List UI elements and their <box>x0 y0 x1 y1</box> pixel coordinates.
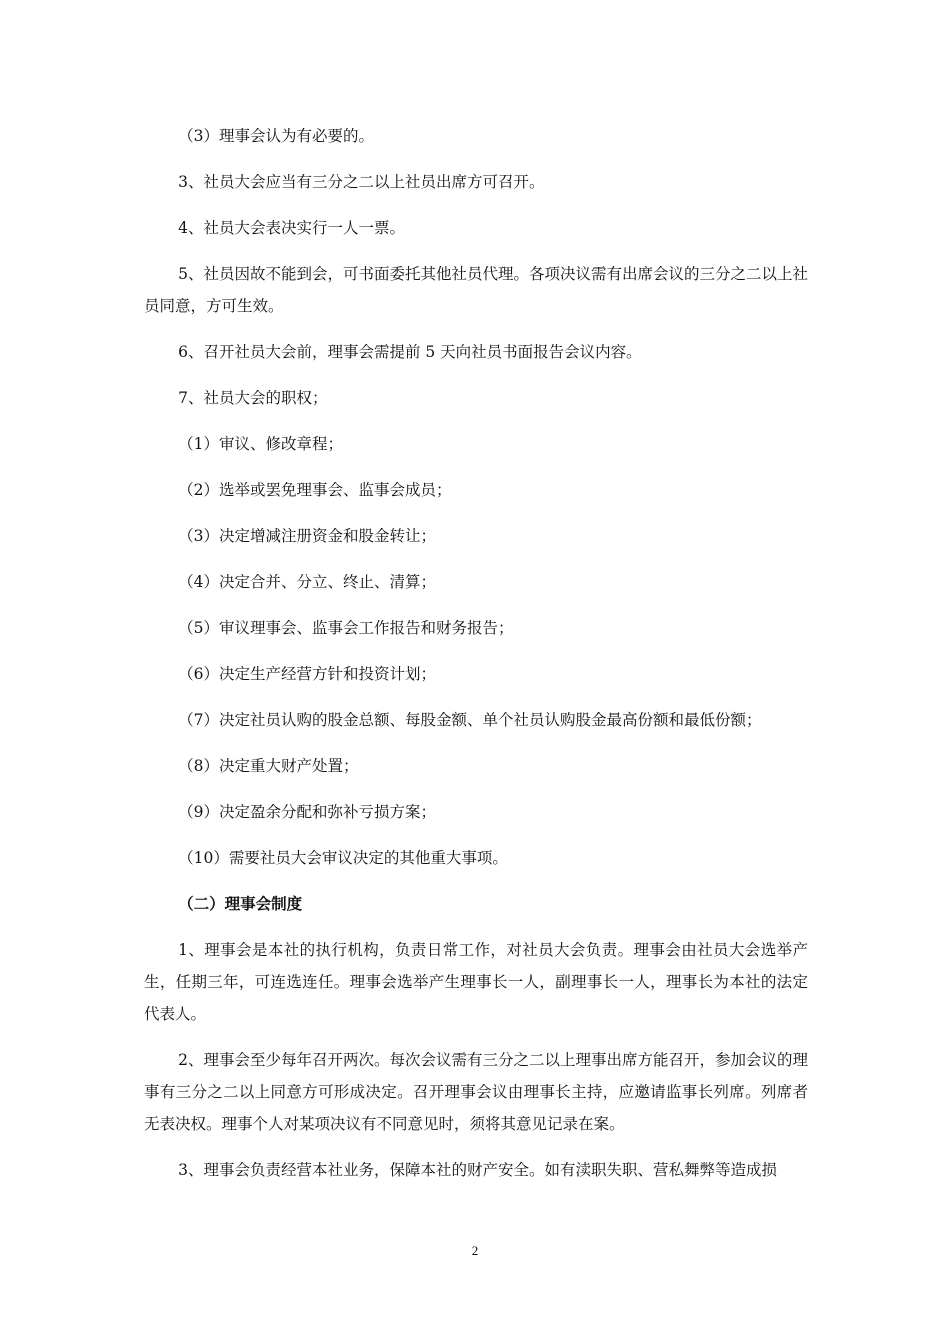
paragraph: （2）选举或罢免理事会、监事会成员； <box>178 481 452 499</box>
page-number: 2 <box>471 1243 479 1258</box>
section-heading: （二）理事会制度 <box>178 894 303 913</box>
paragraph: 6、召开社员大会前，理事会需提前 5 天向社员书面报告会议内容。 <box>178 343 642 361</box>
paragraph: （10）需要社员大会审议决定的其他重大事项。 <box>178 849 508 867</box>
paragraph: （6）决定生产经营方针和投资计划； <box>178 665 436 683</box>
paragraph: （5）审议理事会、监事会工作报告和财务报告； <box>178 619 514 637</box>
paragraph: （8）决定重大财产处置； <box>178 757 359 775</box>
paragraph: （9）决定盈余分配和弥补亏损方案； <box>178 803 436 821</box>
paragraph: 3、理事会负责经营本社业务，保障本社的财产安全。如有渎职失职、营私舞弊等造成损 <box>178 1161 777 1179</box>
paragraph: （4）决定合并、分立、终止、清算； <box>178 573 436 591</box>
paragraph: （3）理事会认为有必要的。 <box>178 127 374 145</box>
paragraph: 7、社员大会的职权； <box>178 389 328 407</box>
document-body <box>144 120 808 1200</box>
paragraph: 1、理事会是本社的执行机构，负责日常工作，对社员大会负责。理事会由社员大会选举产生，任期三年，可连选连任。理事会选举产生理事长一人，副理事长一人，理事长为本社的法定代表人。 <box>144 941 808 1023</box>
paragraph: 5、社员因故不能到会，可书面委托其他社员代理。各项决议需有出席会议的三分之二以上社员同意，方可生效。 <box>144 265 808 315</box>
paragraph: 3、社员大会应当有三分之二以上社员出席方可召开。 <box>178 173 545 191</box>
paragraph: （3）决定增减注册资金和股金转让； <box>178 527 436 545</box>
paragraph: （1）审议、修改章程； <box>178 435 343 453</box>
paragraph: 2、理事会至少每年召开两次。每次会议需有三分之二以上理事出席方能召开，参加会议的理事有三分之二以上同意方可形成决定。召开理事会议由理事长主持，应邀请监事长列席。列席者无表决权。理事个人对某项决议有不同意见时，须将其意见记录在案。 <box>144 1051 808 1133</box>
paragraph: 4、社员大会表决实行一人一票。 <box>178 219 405 237</box>
paragraph: （7）决定社员认购的股金总额、每股金额、单个社员认购股金最高份额和最低份额； <box>178 711 762 729</box>
